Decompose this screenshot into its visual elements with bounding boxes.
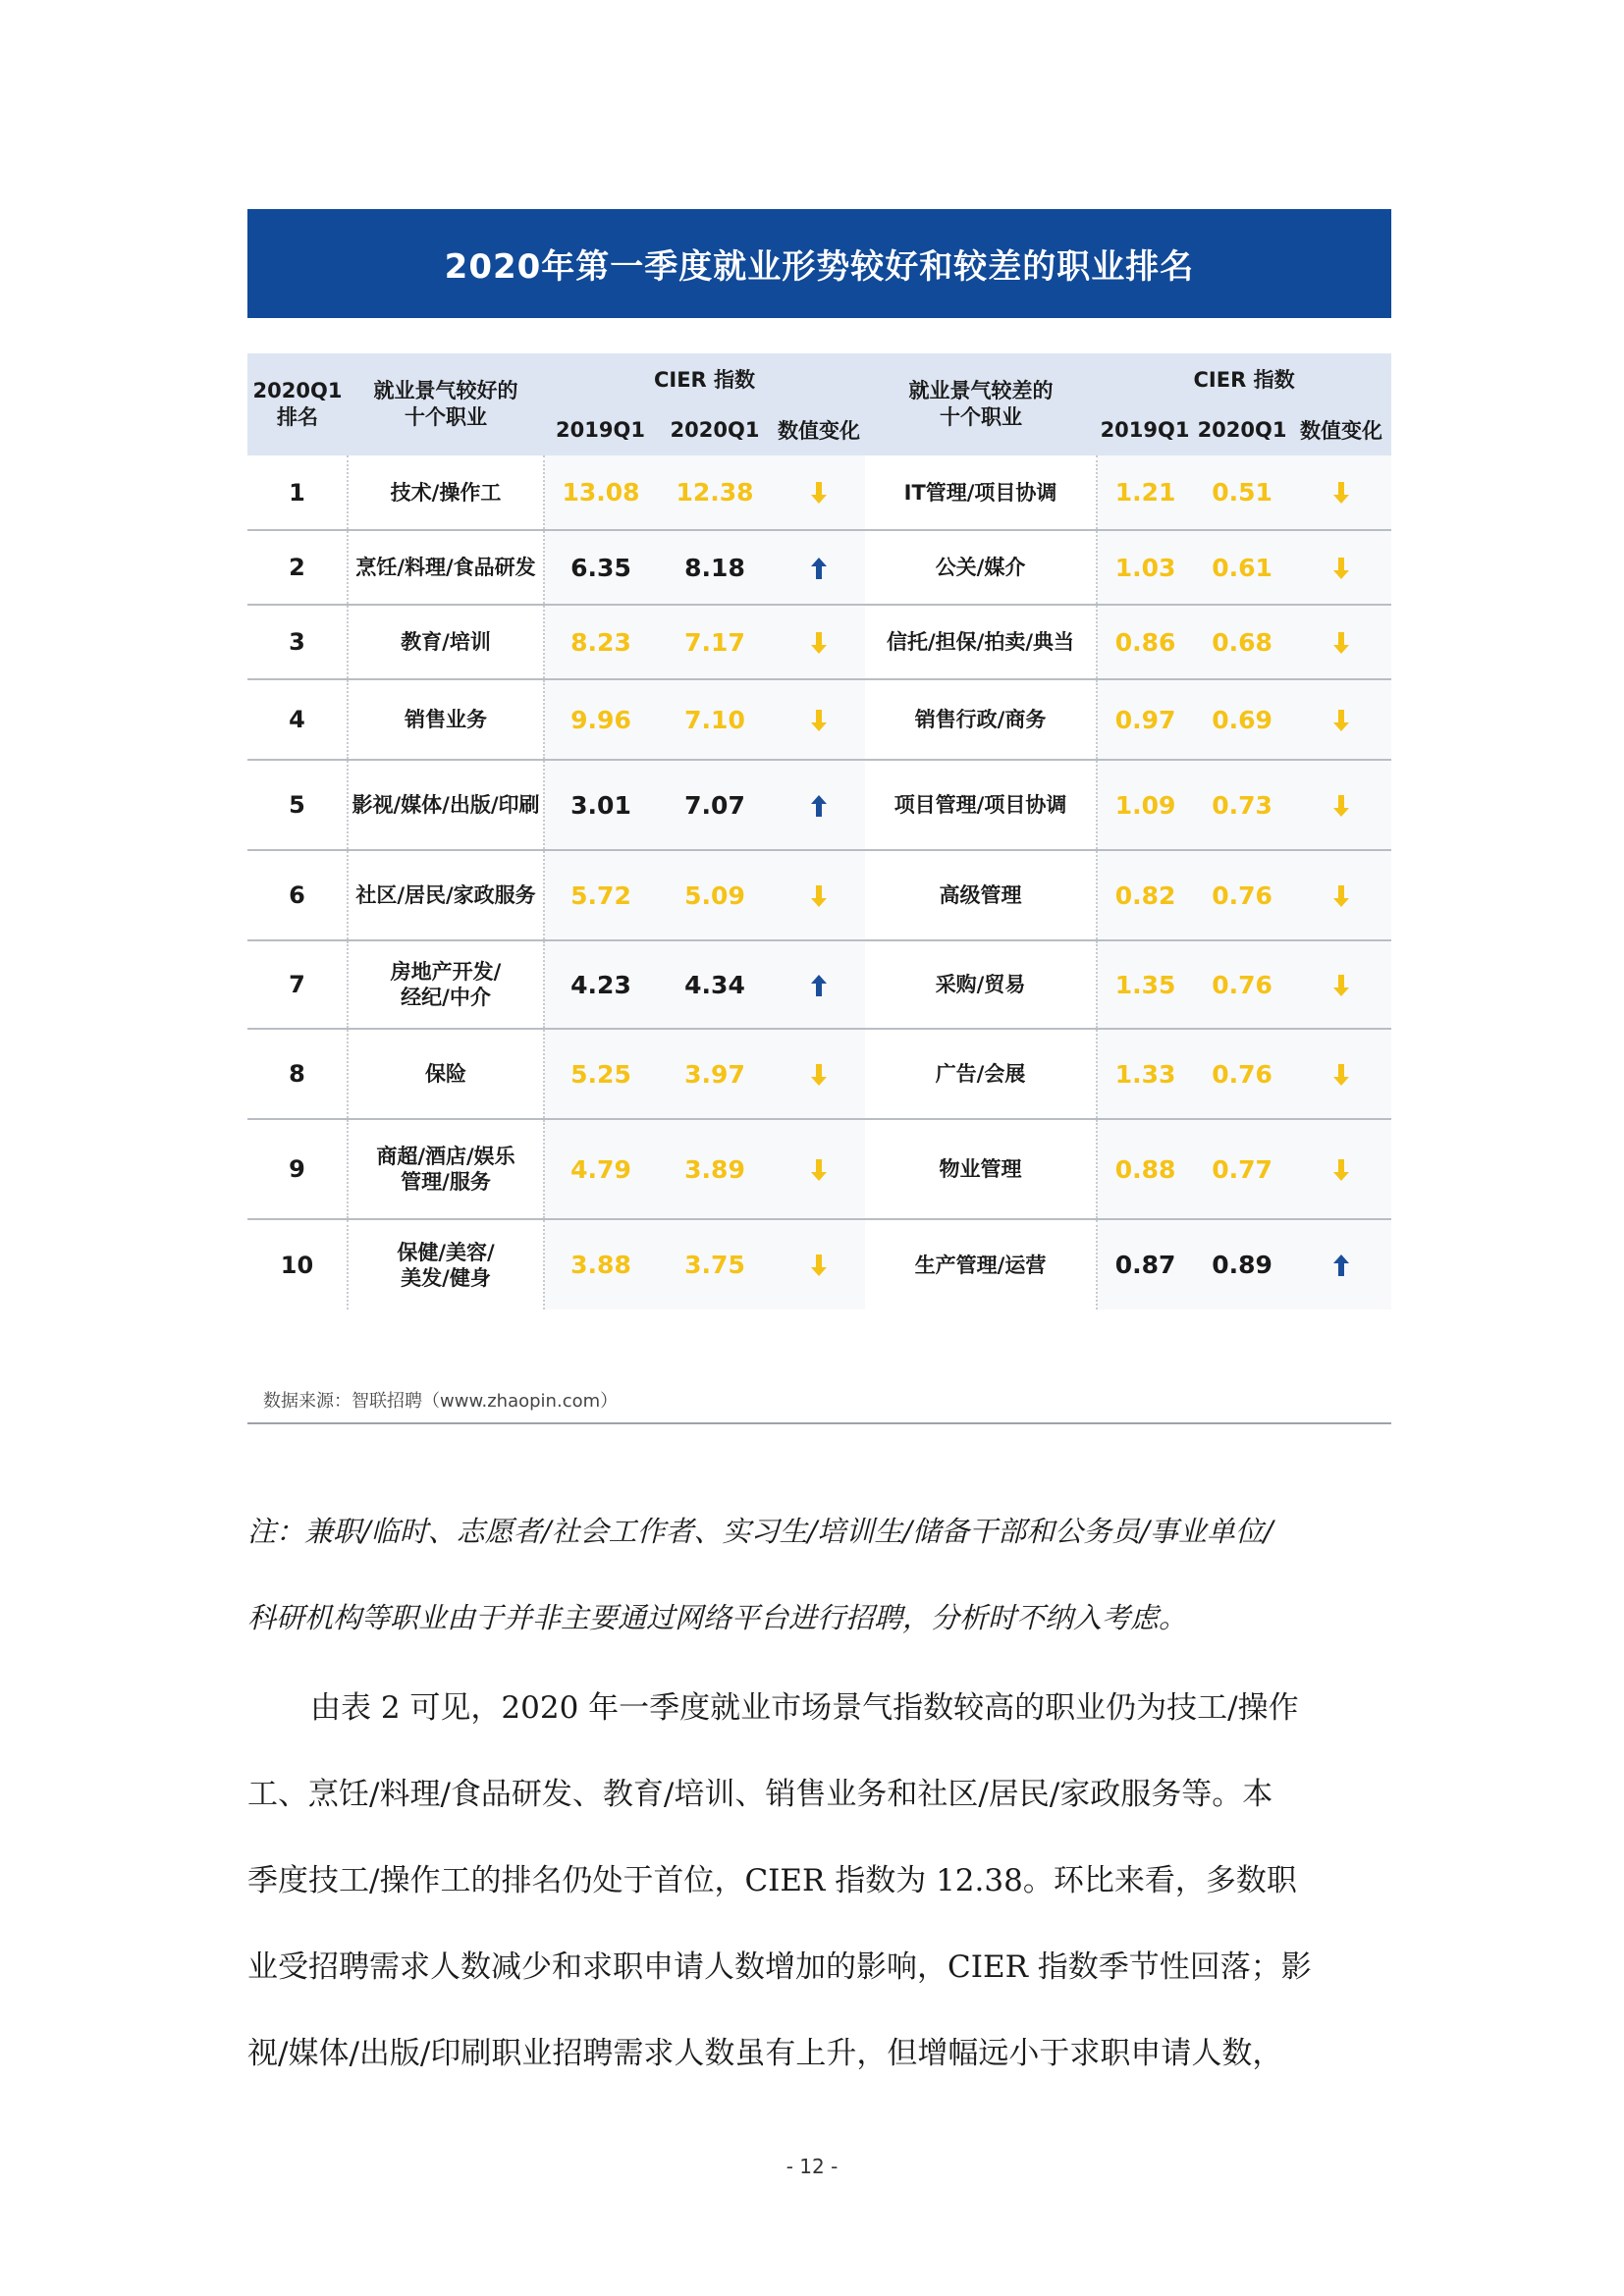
- table-row: [247, 760, 1391, 850]
- header-good-occupation: 就业景气较好的 十个职业: [348, 353, 544, 455]
- arrow-down-icon: [1332, 631, 1350, 655]
- bad-change-cell: [1291, 679, 1391, 760]
- good-2020q1-cell: 4.34: [657, 940, 773, 1029]
- table-row: [247, 455, 1391, 530]
- bad-2019q1-cell: 0.87: [1097, 1219, 1193, 1309]
- bad-change-cell: [1291, 850, 1391, 940]
- arrow-down-icon: [1332, 1158, 1350, 1182]
- arrow-down-icon: [810, 709, 828, 732]
- table-row: [247, 1029, 1391, 1119]
- arrow-down-icon: [810, 884, 828, 908]
- bad-occupation-cell: 高级管理: [939, 883, 1022, 907]
- bad-2020q1-cell: 0.76: [1193, 940, 1291, 1029]
- good-occupation-cell: 教育/培训: [348, 605, 544, 679]
- header-2020q1-left: 2020Q1: [657, 404, 773, 455]
- good-change-cell: [773, 940, 865, 1029]
- good-occupation-cell: 烹饪/料理/食品研发: [348, 530, 544, 605]
- good-change-cell: [773, 455, 865, 530]
- bad-2020q1-cell: 0.76: [1193, 850, 1291, 940]
- rank-cell: 9: [289, 1155, 305, 1183]
- good-2019q1-cell: 9.96: [544, 679, 657, 760]
- body-line-1: 由表 2 可见，2020 年一季度就业市场景气指数较高的职业仍为技工/操作: [310, 1690, 1299, 1726]
- body-line-2: 工、烹饪/料理/食品研发、教育/培训、销售业务和社区/居民/家政服务等。本: [247, 1777, 1273, 1812]
- arrow-down-icon: [1332, 1063, 1350, 1087]
- bad-2020q1-cell: 0.77: [1193, 1119, 1291, 1219]
- good-occupation-cell: 影视/媒体/出版/印刷: [348, 760, 544, 850]
- good-occupation-cell: 商超/酒店/娱乐 管理/服务: [348, 1119, 544, 1219]
- page-number: - 12 -: [785, 2155, 839, 2178]
- arrow-down-icon: [1332, 481, 1350, 505]
- good-occupation-cell: 社区/居民/家政服务: [348, 850, 544, 940]
- good-2019q1-cell: 8.23: [544, 605, 657, 679]
- rank-cell: 6: [289, 881, 305, 909]
- good-2019q1-cell: 5.72: [544, 850, 657, 940]
- arrow-down-icon: [810, 631, 828, 655]
- bad-2019q1-cell: 1.33: [1097, 1029, 1193, 1119]
- good-2019q1-cell: 3.01: [544, 760, 657, 850]
- good-change-cell: [773, 1029, 865, 1119]
- rank-cell: 5: [289, 791, 305, 819]
- note-line-2: 科研机构等职业由于并非主要通过网络平台进行招聘，分析时不纳入考虑。: [247, 1601, 1188, 1634]
- bad-change-cell: [1291, 530, 1391, 605]
- arrow-down-icon: [810, 1063, 828, 1087]
- good-2020q1-cell: 5.09: [657, 850, 773, 940]
- table-row: [247, 530, 1391, 605]
- good-change-cell: [773, 530, 865, 605]
- rank-cell: 8: [289, 1060, 305, 1088]
- good-2020q1-cell: 7.07: [657, 760, 773, 850]
- body-line-4: 业受招聘需求人数减少和求职申请人数增加的影响，CIER 指数季节性回落；影: [247, 1949, 1312, 1985]
- arrow-down-icon: [1332, 794, 1350, 818]
- bad-2019q1-cell: 1.21: [1097, 455, 1193, 530]
- occupation-ranking-table: [247, 353, 1391, 1309]
- bad-occupation-cell: 采购/贸易: [935, 973, 1026, 996]
- bad-2020q1-cell: 0.73: [1193, 760, 1291, 850]
- table-row: [247, 679, 1391, 760]
- good-change-cell: [773, 679, 865, 760]
- bad-2019q1-cell: 0.97: [1097, 679, 1193, 760]
- header-change-right: 数值变化: [1291, 404, 1391, 455]
- data-source: 数据来源：智联招聘（www.zhaopin.com）: [263, 1391, 619, 1412]
- header-rank: 2020Q1 排名: [247, 353, 348, 455]
- good-occupation-cell: 保健/美容/ 美发/健身: [348, 1219, 544, 1309]
- bad-change-cell: [1291, 605, 1391, 679]
- bad-2019q1-cell: 1.03: [1097, 530, 1193, 605]
- arrow-up-icon: [810, 974, 828, 997]
- arrow-down-icon: [1332, 884, 1350, 908]
- rank-cell: 10: [280, 1251, 314, 1279]
- bad-2019q1-cell: 0.88: [1097, 1119, 1193, 1219]
- header-bad-occupation: 就业景气较差的 十个职业: [865, 353, 1097, 455]
- bad-change-cell: [1291, 1219, 1391, 1309]
- arrow-up-icon: [810, 557, 828, 580]
- table-title: 2020年第一季度就业形势较好和较差的职业排名: [247, 209, 1391, 318]
- bad-2020q1-cell: 0.89: [1193, 1219, 1291, 1309]
- good-2020q1-cell: 3.89: [657, 1119, 773, 1219]
- table-row: [247, 940, 1391, 1029]
- good-2020q1-cell: 3.75: [657, 1219, 773, 1309]
- bad-2020q1-cell: 0.69: [1193, 679, 1291, 760]
- arrow-down-icon: [810, 1254, 828, 1277]
- good-2019q1-cell: 6.35: [544, 530, 657, 605]
- table-row: [247, 605, 1391, 679]
- bad-occupation-cell: 广告/会展: [935, 1062, 1026, 1086]
- bad-2019q1-cell: 0.82: [1097, 850, 1193, 940]
- arrow-down-icon: [810, 1158, 828, 1182]
- bad-occupation-cell: 信托/担保/拍卖/典当: [887, 630, 1075, 654]
- body-line-3: 季度技工/操作工的排名仍处于首位，CIER 指数为 12.38。环比来看，多数职: [247, 1863, 1297, 1898]
- good-occupation-cell: 房地产开发/ 经纪/中介: [348, 940, 544, 1029]
- good-occupation-cell: 保险: [348, 1029, 544, 1119]
- good-change-cell: [773, 1119, 865, 1219]
- bad-2019q1-cell: 0.86: [1097, 605, 1193, 679]
- bad-2019q1-cell: 1.35: [1097, 940, 1193, 1029]
- body-line-5: 视/媒体/出版/印刷职业招聘需求人数虽有上升，但增幅远小于求职申请人数，: [247, 2036, 1283, 2071]
- good-change-cell: [773, 760, 865, 850]
- good-occupation-cell: 销售业务: [348, 679, 544, 760]
- header-cier-right: CIER 指数: [1097, 353, 1391, 404]
- arrow-down-icon: [810, 481, 828, 505]
- arrow-up-icon: [810, 794, 828, 818]
- good-2019q1-cell: 4.23: [544, 940, 657, 1029]
- bad-2020q1-cell: 0.51: [1193, 455, 1291, 530]
- bad-change-cell: [1291, 940, 1391, 1029]
- bad-occupation-cell: 物业管理: [939, 1157, 1022, 1181]
- header-change-left: 数值变化: [773, 404, 865, 455]
- good-change-cell: [773, 1219, 865, 1309]
- source-divider: [247, 1422, 1391, 1424]
- arrow-down-icon: [1332, 974, 1350, 997]
- good-2019q1-cell: 3.88: [544, 1219, 657, 1309]
- good-change-cell: [773, 850, 865, 940]
- bad-occupation-cell: 生产管理/运营: [914, 1253, 1047, 1277]
- bad-2020q1-cell: 0.68: [1193, 605, 1291, 679]
- header-cier-left: CIER 指数: [544, 353, 865, 404]
- bad-change-cell: [1291, 760, 1391, 850]
- good-2019q1-cell: 4.79: [544, 1119, 657, 1219]
- note-line-1: 注：兼职/临时、志愿者/社会工作者、实习生/培训生/储备干部和公务员/事业单位/: [247, 1515, 1273, 1548]
- table-row: [247, 1119, 1391, 1219]
- header-2019q1-right: 2019Q1: [1097, 404, 1193, 455]
- bad-occupation-cell: 项目管理/项目协调: [893, 793, 1067, 817]
- bad-occupation-cell: IT管理/项目协调: [903, 480, 1057, 505]
- table-row: [247, 1219, 1391, 1309]
- bad-change-cell: [1291, 455, 1391, 530]
- good-2020q1-cell: 12.38: [657, 455, 773, 530]
- good-2020q1-cell: 7.10: [657, 679, 773, 760]
- rank-cell: 2: [289, 554, 305, 581]
- header-2019q1-left: 2019Q1: [544, 404, 657, 455]
- rank-cell: 3: [289, 628, 305, 656]
- bad-occupation-cell: 销售行政/商务: [914, 708, 1047, 731]
- rank-cell: 7: [289, 971, 305, 998]
- good-2020q1-cell: 3.97: [657, 1029, 773, 1119]
- rank-cell: 1: [289, 478, 305, 507]
- good-2019q1-cell: 13.08: [544, 455, 657, 530]
- good-2020q1-cell: 7.17: [657, 605, 773, 679]
- bad-2020q1-cell: 0.61: [1193, 530, 1291, 605]
- bad-change-cell: [1291, 1029, 1391, 1119]
- header-2020q1-right: 2020Q1: [1193, 404, 1291, 455]
- good-2020q1-cell: 8.18: [657, 530, 773, 605]
- bad-2019q1-cell: 1.09: [1097, 760, 1193, 850]
- rank-cell: 4: [289, 706, 305, 733]
- good-2019q1-cell: 5.25: [544, 1029, 657, 1119]
- good-change-cell: [773, 605, 865, 679]
- bad-occupation-cell: 公关/媒介: [935, 556, 1026, 579]
- arrow-up-icon: [1332, 1254, 1350, 1277]
- table-row: [247, 850, 1391, 940]
- bad-2020q1-cell: 0.76: [1193, 1029, 1291, 1119]
- good-occupation-cell: 技术/操作工: [348, 455, 544, 530]
- arrow-down-icon: [1332, 557, 1350, 580]
- bad-change-cell: [1291, 1119, 1391, 1219]
- arrow-down-icon: [1332, 709, 1350, 732]
